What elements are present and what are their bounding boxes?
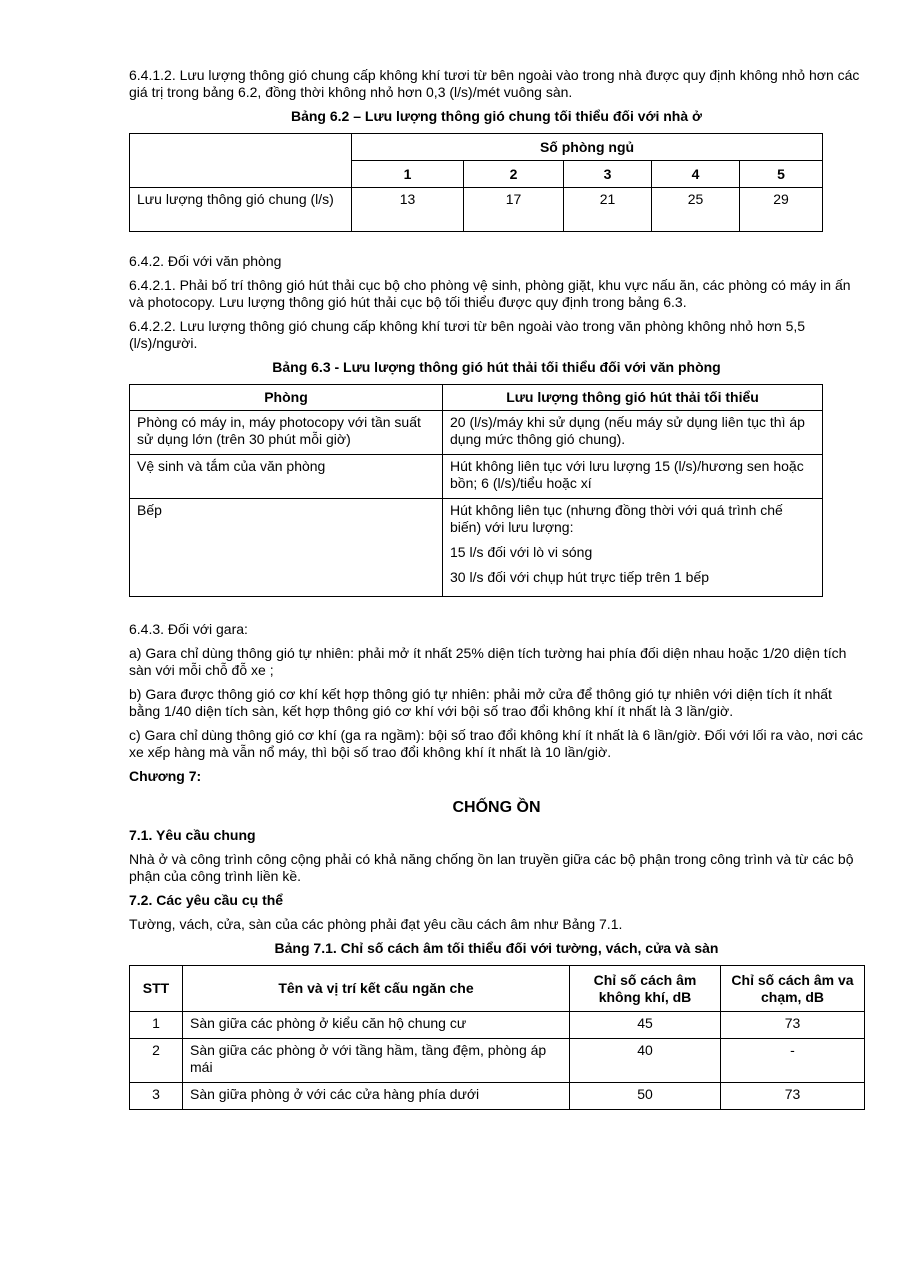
- table-6-2-column-header: 3: [564, 161, 652, 188]
- table-6-3-flow-cell: [443, 499, 823, 597]
- table-6-2-value: 21: [564, 188, 652, 232]
- table-6-2-value: 17: [464, 188, 564, 232]
- table-7-1-stt: 3: [130, 1083, 183, 1110]
- table-6-2-value: 13: [352, 188, 464, 232]
- table-7-1-impact: 73: [721, 1083, 865, 1110]
- table-7-1-air: 45: [570, 1012, 721, 1039]
- table-6-3-flow-cell: [443, 455, 823, 499]
- table-6-3-flow-cell: [443, 411, 823, 455]
- section-7-1-heading: 7.1. Yêu cầu chung: [129, 827, 256, 843]
- table-6-3-room-cell: Phòng có máy in, máy photocopy với tần suất sử dụng lớn (trên 30 phút mỗi giờ): [130, 411, 443, 455]
- table-6-3-room-cell: Vệ sinh và tắm của văn phòng: [130, 455, 443, 499]
- table-6-3: [129, 384, 823, 597]
- paragraph-6-4-2-2: 6.4.2.2. Lưu lượng thông gió chung cấp không khí tươi từ bên ngoài vào trong văn phòng không nhỏ hơn 5,5 (l/s)/người.: [129, 318, 806, 351]
- table-6-2-column-header: 4: [652, 161, 740, 188]
- table-6-3-room-cell: Bếp: [130, 499, 443, 597]
- table-7-1-header-stt: STT: [130, 966, 183, 1012]
- table-6-2-column-header: 2: [464, 161, 564, 188]
- table-6-3-flow-line: Hút không liên tục (nhưng đồng thời với quá trình chế biến) với lưu lượng:: [450, 502, 783, 535]
- paragraph-6-4-3-a: a) Gara chỉ dùng thông gió tự nhiên: phải mở ít nhất 25% diện tích tường hai phía đối diện nhau hoặc 1/20 diện tích sàn với mỗi chỗ đỗ xe ;: [129, 645, 847, 678]
- table-7-1-header-impact: Chỉ số cách âm va chạm, dB: [721, 966, 865, 1012]
- table-7-1-stt: 1: [130, 1012, 183, 1039]
- table-6-3-flow-line: 30 l/s đối với chụp hút trực tiếp trên 1 bếp: [450, 569, 710, 585]
- table-7-1-air: 40: [570, 1039, 721, 1083]
- paragraph-7-1: Nhà ở và công trình công cộng phải có khả năng chống ồn lan truyền giữa các bộ phận trong công trình và từ các bộ phận của công trình liền kề.: [129, 851, 854, 884]
- table-6-3-caption: Bảng 6.3 - Lưu lượng thông gió hút thải tối thiểu đối với văn phòng: [272, 359, 721, 375]
- paragraph-6-4-1-2: 6.4.1.2. Lưu lượng thông gió chung cấp không khí tươi từ bên ngoài vào trong nhà được quy định không nhỏ hơn các giá trị trong bảng 6.2, đồng thời không nhỏ hơn 0,3 (l/s)/mét vuông sàn.: [129, 67, 860, 100]
- table-6-3-header-room: Phòng: [130, 385, 443, 411]
- document-page: [129, 67, 864, 1110]
- paragraph-7-2: Tường, vách, cửa, sàn của các phòng phải đạt yêu cầu cách âm như Bảng 7.1.: [129, 916, 623, 932]
- paragraph-6-4-3-b: b) Gara được thông gió cơ khí kết hợp thông gió tự nhiên: phải mở cửa để thông gió tự nhiên với diện tích ít nhất bằng 1/40 diện tích sàn, kết hợp thông gió cơ khí với bội số trao đổi không khí ít nhất là 3 lần/giờ.: [129, 686, 832, 719]
- chapter-title: CHỐNG ỒN: [452, 799, 541, 816]
- table-6-2-value: 29: [740, 188, 823, 232]
- table-7-1-impact: 73: [721, 1012, 865, 1039]
- table-6-2-column-header: 1: [352, 161, 464, 188]
- table-7-1-name: Sàn giữa phòng ở với các cửa hàng phía dưới: [183, 1083, 570, 1110]
- table-6-3-flow-line: 20 (l/s)/máy khi sử dụng (nếu máy sử dụng liên tục thì áp dụng mức thông gió chung).: [450, 414, 805, 447]
- table-7-1-name: Sàn giữa các phòng ở kiểu căn hộ chung cư: [183, 1012, 570, 1039]
- table-6-3-flow-line: Hút không liên tục với lưu lượng 15 (l/s)/hương sen hoặc bồn; 6 (l/s)/tiểu hoặc xí: [450, 458, 804, 491]
- section-6-4-2-heading: 6.4.2. Đối với văn phòng: [129, 253, 282, 269]
- paragraph-6-4-2-1: 6.4.2.1. Phải bố trí thông gió hút thải cục bộ cho phòng vệ sinh, phòng giặt, khu vực nấu ăn, các phòng có máy in ấn và photocopy. Lưu lượng thông gió hút thải cục bộ tối thiểu được quy định trong bảng 6.3.: [129, 277, 851, 310]
- paragraph-6-4-3-c: c) Gara chỉ dùng thông gió cơ khí (ga ra ngầm): bội số trao đổi không khí ít nhất là 6 lần/giờ. Đối với lối ra vào, nơi các xe xếp hàng mà vẫn nổ máy, thì bội số trao đổi không khí ít nhất là 10 lần/giờ.: [129, 727, 863, 760]
- table-6-2-empty-corner: [130, 134, 352, 188]
- table-7-1-header-air: Chỉ số cách âm không khí, dB: [570, 966, 721, 1012]
- chapter-label: Chương 7:: [129, 768, 202, 784]
- table-6-2-caption: Bảng 6.2 – Lưu lượng thông gió chung tối thiểu đối với nhà ở: [290, 108, 702, 124]
- table-6-2-column-header: 5: [740, 161, 823, 188]
- table-6-2-value: 25: [652, 188, 740, 232]
- table-6-2-row-label: Lưu lượng thông gió chung (l/s): [130, 188, 352, 232]
- table-7-1-stt: 2: [130, 1039, 183, 1083]
- table-7-1-caption: Bảng 7.1. Chỉ số cách âm tối thiểu đối với tường, vách, cửa và sàn: [274, 940, 719, 956]
- table-6-2-group-header: Số phòng ngủ: [352, 134, 823, 161]
- table-6-3-header-flow: Lưu lượng thông gió hút thải tối thiểu: [443, 385, 823, 411]
- table-7-1-header-name: Tên và vị trí kết cấu ngăn che: [183, 966, 570, 1012]
- table-7-1-impact: -: [721, 1039, 865, 1083]
- table-7-1-name: Sàn giữa các phòng ở với tầng hầm, tầng đệm, phòng áp mái: [183, 1039, 570, 1083]
- table-6-2: [129, 133, 823, 232]
- section-6-4-3-heading: 6.4.3. Đối với gara:: [129, 621, 248, 637]
- table-7-1: [129, 965, 865, 1110]
- section-7-2-heading: 7.2. Các yêu cầu cụ thể: [129, 892, 284, 908]
- table-6-3-flow-line: 15 l/s đối với lò vi sóng: [450, 544, 593, 560]
- table-7-1-air: 50: [570, 1083, 721, 1110]
